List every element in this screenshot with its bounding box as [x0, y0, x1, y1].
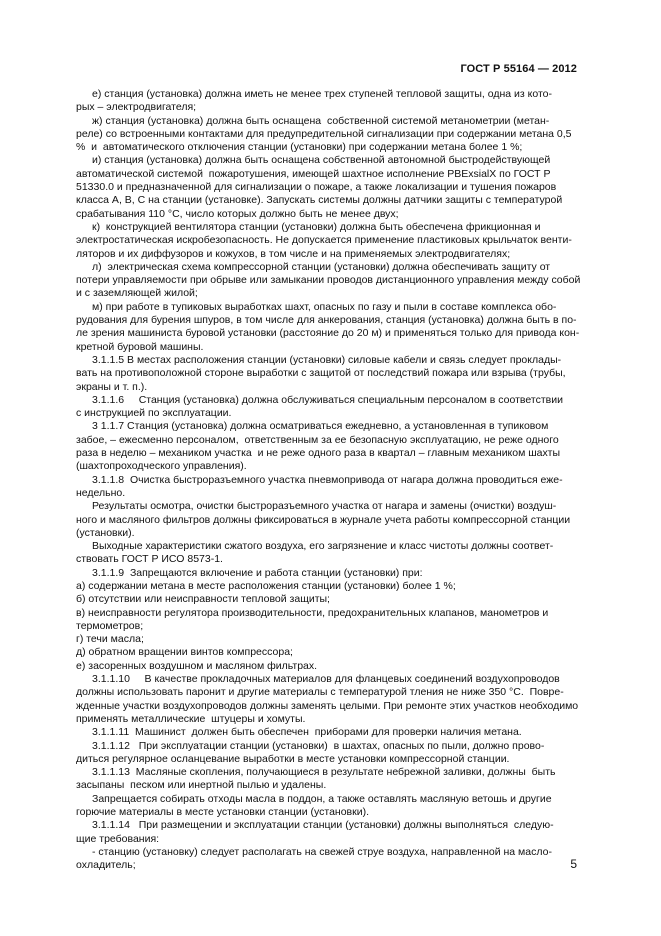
- text-line: применять металлические штуцеры и хомуты.: [76, 712, 306, 725]
- text-line: электростатическая искробезопасность. Не допускается применение пластиковых крыльчаток венти-: [76, 234, 572, 247]
- text-line: (установки).: [76, 526, 135, 539]
- text-line: л) электрическая схема компрессорной станции (установки) должна обеспечивать защиту от: [92, 260, 551, 273]
- text-line: б) отсутствии или неисправности тепловой защиты;: [76, 593, 330, 606]
- text-line: д) обратном вращении винтов компрессора;: [76, 646, 293, 659]
- text-line: в) неисправности регулятора производительности, предохранительных клапанов, манометров и: [76, 606, 549, 619]
- text-line: 3.1.1.14 При размещении и эксплуатации станции (установки) должны выполняться следую-: [92, 819, 554, 832]
- text-line: реле) со встроенными контактами для предупредительной сигнализации при содержании метана 0,5: [76, 127, 572, 140]
- text-line: и) станция (установка) должна быть оснащена собственной автономной быстродействующей: [92, 154, 551, 167]
- text-line: раза в неделю – механиком участка и не реже одного раза в квартал – главным механиком шахты: [76, 447, 560, 460]
- text-line: 3.1.1.11 Машинист должен быть обеспечен приборами для проверки наличия метана.: [92, 726, 522, 739]
- text-line: забое, – ежесменно персоналом, ответственным за ее безопасную эксплуатацию, не реже одного: [76, 433, 559, 446]
- text-line: а) содержании метана в месте расположения станции (установки) более 1 %;: [76, 579, 456, 592]
- text-line: г) течи масла;: [76, 633, 144, 646]
- text-line: е) засоренных воздушном и масляном фильтрах.: [76, 659, 318, 672]
- text-line: 3.1.1.6 Станция (установка) должна обслуживаться специальным персоналом в соответствии: [92, 393, 563, 406]
- text-line: Запрещается собирать отходы масла в поддон, а также оставлять масляную ветошь и другие: [92, 792, 552, 805]
- text-line: - станцию (установку) следует располагать на свежей струе воздуха, направленной на масло-: [92, 845, 552, 858]
- text-line: (шахтопроходческого управления).: [76, 460, 247, 473]
- page-number: 5: [570, 857, 577, 871]
- text-line: 3.1.1.8 Очистка быстроразъемного участка пневмопривода от нагара должна проводиться еже-: [92, 473, 563, 486]
- text-line: ного и масляного фильтров должны фиксироваться в журнале учета работы компрессорной станции: [76, 513, 571, 526]
- text-line: 3 1.1.7 Станция (установка) должна осматриваться ежедневно, а установленная в тупиковом: [92, 420, 549, 433]
- text-line: Выходные характеристики сжатого воздуха, его загрязнение и класс чистоты должны соответ-: [92, 540, 554, 553]
- text-line: потери управляемости при обрыве или замыкании проводов дистанционного управления между собой: [76, 274, 581, 287]
- text-line: с инструкцией по эксплуатации.: [76, 407, 232, 420]
- text-line: ляторов и их диффузоров и кожухов, в том числе и на применяемых электродвигателях;: [76, 247, 511, 260]
- text-line: охладитель;: [76, 859, 136, 872]
- text-line: рудования для бурения шпуров, в том числе для анкерования, станция (установка) должна быть в по-: [76, 314, 577, 327]
- document-header: ГОСТ Р 55164 — 2012: [460, 63, 577, 75]
- text-line: ле зрения машиниста буровой установки (расстояние до 20 м) и применяться только для привода кон-: [76, 327, 580, 340]
- text-line: экраны и т. п.).: [76, 380, 148, 393]
- text-line: класса А, В, С на станции (установке). Запускать системы должны датчики защиты с температурой: [76, 194, 563, 207]
- text-line: Результаты осмотра, очистки быстроразъемного участка от нагара и замены (очистки) воздуш-: [92, 500, 557, 513]
- text-line: м) при работе в тупиковых выработках шахт, опасных по газу и пыли в составе комплекса обо-: [92, 300, 557, 313]
- text-line: горючие материалы в месте установки станции (установки).: [76, 806, 370, 819]
- text-line: диться регулярное осланцевание выработки в месте установки компрессорной станции.: [76, 752, 510, 765]
- text-line: ж) станция (установка) должна быть оснащена собственной системой метанометрии (метан-: [92, 114, 550, 127]
- text-line: должны использовать паронит и другие материалы с температурой тления не ниже 350 °С. Повре-: [76, 686, 564, 699]
- text-line: к) конструкцией вентилятора станции (установки) должна быть обеспечена фрикционная и: [92, 220, 541, 233]
- text-line: жденные участки воздухопроводов должны заменять целыми. При ремонте этих участков необходимо: [76, 699, 579, 712]
- document-body: [76, 88, 580, 873]
- text-line: % и автоматического отключения станции (установки) при содержании метана более 1 %;: [76, 141, 523, 154]
- text-line: срабатывания 110 °С, число которых должно быть не менее двух;: [76, 207, 399, 220]
- text-line: 3.1.1.9 Запрещаются включение и работа станции (установки) при:: [92, 566, 423, 579]
- text-line: 51330.0 и предназначенной для сигнализации о пожаре, а также локализации и тушения пожаров: [76, 181, 557, 194]
- text-line: кретной буровой машины.: [76, 340, 204, 353]
- text-line: 3.1.1.10 В качестве прокладочных материалов для фланцевых соединений воздухопроводов: [92, 673, 560, 686]
- text-line: 3.1.1.12 При эксплуатации станции (установки) в шахтах, опасных по пыли, должно прово-: [92, 739, 545, 752]
- text-line: и с заземляющей жилой;: [76, 287, 198, 300]
- text-line: рых – электродвигателя;: [76, 101, 197, 114]
- text-line: вать на противоположной стороне выработки с защитой от последствий пожара или взрыва (трубы,: [76, 367, 566, 380]
- text-line: недельно.: [76, 486, 126, 499]
- text-line: засыпаны песком или инертной пылью и удалены.: [76, 779, 327, 792]
- text-line: 3.1.1.13 Масляные скопления, получающиеся в результате небрежной заливки, должны быть: [92, 766, 556, 779]
- text-line: термометров;: [76, 619, 144, 632]
- text-line: 3.1.1.5 В местах расположения станции (установки) силовые кабели и связь следует проклады-: [92, 353, 562, 366]
- text-line: щие требования:: [76, 832, 160, 845]
- text-line: автоматической системой пожаротушения, имеющей шахтное исполнение PBExsialX по ГОСТ Р: [76, 167, 551, 180]
- text-line: е) станция (установка) должна иметь не менее трех ступеней тепловой защиты, одна из кото-: [92, 88, 553, 100]
- text-line: ствовать ГОСТ Р ИСО 8573-1.: [76, 553, 223, 566]
